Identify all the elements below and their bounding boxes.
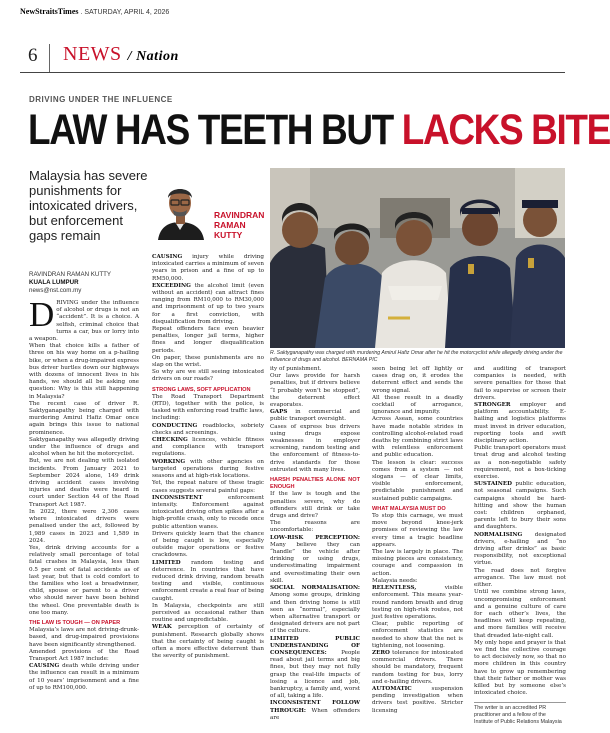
paragraph: designated drivers, e-hailing and “no driving after drinks” as basic responsibility, not exceptional virtue. — [474, 531, 566, 567]
paragraph: The Road Transport Department (RTD), together with the police, is tasked with enforcing road traffic laws, including: — [152, 393, 264, 422]
paragraph: The recent case of driver R. Saktyganapathy being charged with murdering Amirul Hafiz Omar once again brings this issue to national prominence. — [29, 400, 139, 436]
headline — [28, 106, 610, 154]
news-photo — [270, 168, 565, 348]
paragraph: visible enforcement. This means year-round random breath and drug testing on high-risk routes, not just festive operations. — [372, 585, 463, 620]
bullet-lead: WORKING — [152, 458, 186, 465]
bullet-lead: CAUSING — [29, 663, 60, 670]
author-portrait-image — [150, 178, 210, 240]
bullet-lead: CHECKING — [152, 437, 188, 444]
paragraph: In Malaysia, checkpoints are still perceived as occasional rather than routine and unpredictable. — [152, 602, 264, 624]
paragraph: perception of certainty of punishment. Research globally shows that the certainty of being caught is often a more effective deterrent than the severity of punishment. — [152, 624, 264, 660]
drop-cap: D — [29, 295, 55, 334]
paragraph: In 2022, there were 2,306 cases where intoxicated drivers were penalised under the act, followed by 1,989 cases in 2023 and 1,589 in 2024. — [29, 508, 139, 544]
paragraph: with other agencies on targeted operations during festive seasons and at high-risk locations. — [152, 458, 264, 480]
headline-part2: LACKS BITE — [401, 106, 610, 154]
section-bar — [20, 42, 565, 73]
bullet-lead: EXCEEDING — [152, 282, 191, 289]
paragraph: suspension pending investigation when drivers test positive. Stricter licensing — [372, 685, 463, 714]
paragraph: licences, vehicle fitness and compliance with transport regulations. — [152, 437, 264, 458]
bullet-lead: LIMITED — [152, 559, 181, 566]
paragraph: On paper, these punishments are no slap on the wrist. — [152, 354, 264, 369]
bullet-lead: LOW-RISK PERCEPTION: — [270, 534, 360, 541]
paragraph: ity of punishment. — [270, 366, 322, 372]
paragraph: Clear, public reporting of enforcement statistics are needed to show that the net is tightening, not loosening. — [372, 621, 463, 649]
bullet-lead: SUSTAINED — [474, 481, 512, 488]
court-scene-image — [270, 168, 565, 348]
article-column-3 — [270, 366, 360, 726]
paragraph: public education, not seasonal campaigns. Such campaigns should be hard-hitting and show the human cost: children orphaned, parents left to bury their sons and daughters. — [474, 481, 566, 531]
author-tag-line: RAVINDRAN — [214, 210, 265, 220]
brand-name: NewStraitsTimes — [20, 7, 79, 16]
paragraph: random testing and deterrence. In countries that have reduced drink driving, random breath testing and visible, continuous enforcement create a real fear of being caught. — [152, 559, 264, 602]
bullet-lead: WEAK — [152, 624, 172, 631]
paragraph: Malaysia needs: — [372, 577, 418, 584]
paragraph: Drivers quickly learn that the chance of being caught is low, especially outside major operations or festive crackdowns. — [152, 530, 264, 559]
article-column-5 — [474, 366, 566, 726]
headline-part1: LAW HAS TEETH BUT — [28, 106, 402, 154]
article-column-1 — [29, 295, 139, 725]
paragraph: But, we are not dealing with isolated incidents. From January 2021 to September 2024 alone, 149 drink driving accident cases involving injuries and deaths were heard in court under Section 44 of the Road Transport Act 1987. — [29, 458, 139, 508]
bullet-lead: RELENTLESS, — [372, 585, 417, 592]
bullet-lead: LIMITED PUBLIC UNDERSTANDING OF CONSEQUENCES: — [270, 635, 360, 656]
paragraph: Until we combine strong laws, uncompromising enforcement and a genuine culture of care for each other’s lives, the headlines will keep repeating, and more families will receive that dreaded late-night call. — [474, 589, 566, 639]
byline-email[interactable]: news@nst.com.my — [29, 287, 82, 294]
bullet-lead: INCONSISTENT FOLLOW THROUGH: — [270, 700, 360, 714]
paragraph: Among some groups, drinking and then driving home is still seen as “normal”, especially when alternative transport or designated drivers are not part of the culture. — [270, 592, 360, 635]
paragraph: seen being let off lightly or cases drag on, it erodes the deterrent effect and sends the wrong signal. — [372, 366, 463, 394]
page-number: 6 — [28, 45, 38, 66]
paragraph: The reasons are uncomfortable: — [270, 520, 360, 534]
paragraph: enforcement intensity. Enforcement against intoxicated driving often spikes after a high-profile crash, only to recede once public attention wanes. — [152, 494, 264, 530]
paragraph: Repeat offenders face even heavier penalties, longer jail terms, higher fines and longer disqualification periods. — [152, 326, 264, 354]
section-name — [63, 43, 179, 66]
bullet-lead: INCONSISTENT — [152, 494, 203, 501]
paragraph: My only hope and prayer is that we find the collective courage to act decisively now, so that no more children in this country have to grow up remembering that their father or mother was killed but by someone else’s intoxicated choice. — [474, 639, 566, 697]
paragraph: Across Asean, some countries have made notable strides in controlling alcohol-related road deaths by combining strict laws with relentless enforcement and public education. — [372, 416, 463, 459]
paragraph: When that choice kills a father of three on his way home on a p-hailing bike, or when a drug-impaired express bus driver hurtles down our highways with dozens of innocent lives in his hands, we should all be asking one question: Why is this still happening in Malaysia? — [29, 343, 139, 400]
article-column-4 — [372, 366, 463, 726]
paragraph: Saktyganapathy was allegedly driving under the influence of drugs and alcohol when he hit the motorcyclist. — [29, 436, 139, 458]
caption-credit: BERNAMA PIC — [341, 356, 378, 363]
dateline: SATURDAY, APRIL 4, 2026 — [84, 9, 170, 16]
author-tag-line: KUTTY — [214, 230, 243, 240]
author-photo — [150, 178, 210, 240]
bullet-lead: STRONGER — [474, 402, 511, 409]
bullet-lead: ZERO — [372, 649, 390, 656]
paragraph: RIVING under the influence of alcohol or drugs is not an “accident”. It is a choice. A selfish, criminal choice that turns a car, bus or lorry into a weapon. — [29, 300, 139, 343]
paragraph: Many believe they can “handle” the vehicle after drinking or using drugs, underestimating impairment and overestimating their own skill. — [270, 541, 360, 584]
subheading: STRONG LAWS, SOFT APPLICATION — [152, 386, 251, 393]
paragraph: Yes, drink driving accounts for a relatively small percentage of total fatal crashes in Malaysia, less than 0.5 per cent of fatal accidents as of last year, but that is cold comfort to the families who lost a breadwinner, child, spouse or parent to a driver who should never have been behind the wheel. One preventable death is one too many. — [29, 544, 139, 616]
byline-place: KUALA LUMPUR — [29, 279, 79, 286]
divider — [49, 44, 50, 72]
author-tag-line: RAMAN — [214, 220, 246, 230]
standfirst: Malaysia has severe punishments for intoxicated drivers, but enforcement gaps remain — [29, 168, 148, 243]
bullet-lead: GAPS — [270, 409, 288, 416]
byline — [29, 271, 111, 295]
subheading: HARSH PENALTIES ALONE NOT ENOUGH — [270, 477, 360, 491]
author-tag — [214, 210, 264, 240]
section-sub: Nation — [136, 49, 179, 64]
paragraph: So why are we still seeing intoxicated drivers on our roads? — [152, 369, 264, 383]
paragraph: employer and platform accountability. E-hailing and logistics platforms must invest in driver education, reporting tools and swift disciplinary action. — [474, 402, 566, 445]
article-column-2 — [152, 254, 264, 724]
paragraph: To stop this carnage, we must move beyond knee-jerk promises of reviewing the law every time a tragic headline appears. — [372, 513, 463, 548]
subheading: WHAT MALAYSIA MUST DO — [372, 505, 446, 512]
paragraph: and auditing of transport companies is needed, with severe penalties for those that fail to supervise or screen their drivers. — [474, 366, 566, 401]
photo-caption — [270, 350, 565, 364]
paragraph: Cases of express bus drivers using drugs expose weaknesses in employer screening, random testing and the enforcement of fitness-to-drive standards for those entrusted with many lives. — [270, 423, 360, 473]
paragraph: injury while driving intoxicated carries a minimum of seven years in prison and a fine of up to RM50,000. — [152, 254, 264, 282]
paragraph: in commercial and public transport oversight. — [270, 409, 360, 423]
section-title: NEWS — [63, 43, 122, 65]
bullet-lead: AUTOMATIC — [372, 685, 412, 692]
paragraph: roadblocks, sobriety checks and screenings. — [152, 422, 264, 436]
byline-name: RAVINDRAN RAMAN KUTTY — [29, 271, 112, 278]
masthead: NewStraitsTimes . SATURDAY, APRIL 4, 2026 — [20, 7, 170, 16]
paragraph: Our laws provide for harsh penalties, but if drivers believe “I probably won’t be stopped”, the deterrent effect evaporates. — [270, 373, 360, 409]
bullet-lead: CAUSING — [152, 254, 183, 260]
bullet-lead: NORMALISING — [474, 531, 523, 538]
kicker: DRIVING UNDER THE INFLUENCE — [29, 95, 173, 104]
paragraph: The lesson is clear: success comes from a system — not slogans — of clear limits, visible enforcement, predictable punishment and sustained public campaigns. — [372, 459, 463, 502]
paragraph: death while driving under the influence can result in a minimum of 10 years’ imprisonment and a fine of up to RM100,000. — [29, 663, 139, 691]
caption-text: R. Saktyganapathy was charged with murdering Amirul Hafiz Omar after he hit the motorcyclist while allegedly driving under the influence of drugs and alcohol. — [270, 350, 563, 363]
paragraph: Yet, the repeat nature of these tragic cases suggests several painful gaps: — [152, 480, 264, 494]
paragraph: All these result in a deadly cocktail of arrogance, ignorance and impunity. — [372, 394, 463, 416]
paragraph: The law is largely in place. The missing pieces are consistency, courage and compassion in action. — [372, 549, 463, 577]
paragraph: The road does not forgive arrogance. The law must not either. — [474, 567, 566, 589]
section-subtitle: / Nation — [127, 49, 179, 64]
subheading: THE LAW IS TOUGH — ON PAPER — [29, 619, 121, 626]
paragraph: When offenders are — [270, 707, 360, 721]
bullet-lead: SOCIAL NORMALISATION: — [270, 585, 360, 592]
paragraph: Malaysia’s laws are not driving-drunk-based, and drug-impaired provisions have been significantly strengthened. — [29, 627, 139, 648]
paragraph: If the law is tough and the penalties severe, why do offenders still drink or take drugs and drive? — [270, 491, 360, 520]
paragraph: Amended provisions of the Road Transport Act 1987 include: — [29, 648, 139, 662]
paragraph: tolerance for intoxicated commercial drivers. There should be mandatory, frequent random testing for bus, lorry and e-hailing drivers. — [372, 649, 463, 685]
paragraph: Public transport operators must treat drug and alcohol testing as a non-negotiable safety requirement, not a box-ticking exercise. — [474, 445, 566, 481]
paragraph: the alcohol limit (even without an accident) can attract fines ranging from RM10,000 to RM30,000 and imprisonment of up to two years for a first conviction, with disqualification from driving. — [152, 282, 264, 325]
paragraph: People read about jail terms and big fines, but they may not fully grasp the real-life impacts of losing a licence and job, bankruptcy, a family and, worst of all, taking a life. — [270, 649, 360, 700]
bullet-lead: CONDUCTING — [152, 422, 198, 429]
writer-credit: The writer is an accredited PR practitioner and a fellow of the Institute of Public Relations Malaysia — [474, 702, 566, 725]
